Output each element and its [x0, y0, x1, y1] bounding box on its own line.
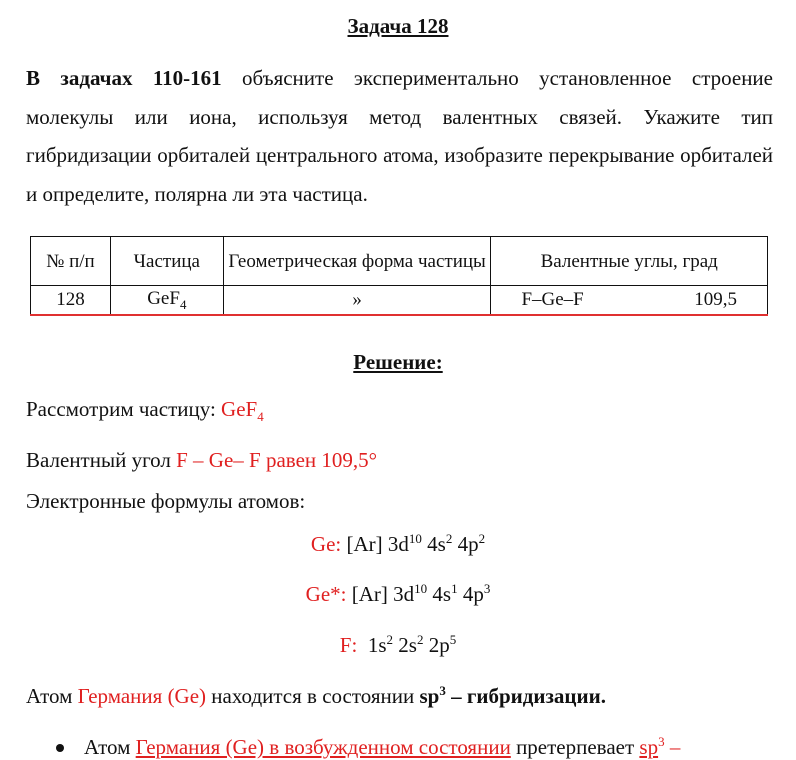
task-title: Задача 128 [347, 14, 449, 38]
angle-label: Валентный угол [26, 448, 177, 472]
particle-formula: GeF [147, 287, 180, 309]
consider-line [26, 397, 264, 425]
table-header-row [31, 237, 768, 286]
angle-value: 109,5 [694, 289, 737, 310]
task-description [26, 59, 773, 213]
red-underline [30, 314, 768, 316]
particle-subscript: 4 [179, 296, 187, 312]
bond-label: F–Ge–F [521, 289, 584, 310]
cell-num: 128 [31, 286, 111, 315]
table-row [31, 286, 768, 315]
task-table [30, 236, 768, 315]
electron-formulas-label: Электронные формулы атомов: [26, 489, 306, 513]
header-shape: Геометрическая форма частицы [223, 237, 491, 286]
header-particle: Частица [110, 237, 223, 286]
task-range: В задачах 110-161 [26, 66, 222, 90]
consider-formula: GeF$_4$ [221, 397, 264, 425]
header-num: № п/п [31, 237, 111, 286]
angle-line [26, 448, 377, 473]
cell-angles [491, 286, 768, 315]
ge-formula: Ge: [Ar] $3d^{10}$ $4s^2$ $4p^2$ [310, 531, 486, 556]
cell-particle [110, 286, 223, 315]
ge-excited-formula: Ge*: [Ar] $3d^{10}$ $4s^1$ $4p^3$ [305, 581, 491, 606]
solution-title: Решение: [353, 350, 443, 374]
consider-label: Рассмотрим частицу: [26, 397, 222, 421]
header-angles: Валентные углы, град [491, 237, 768, 286]
angle-text: F – Ge– F равен 109,5° [176, 448, 378, 472]
bullet-text: Атом Германия (Ge) в возбужденном состоянии претерпевает $sp^3$ – [84, 734, 681, 759]
hybridization-line: Атом Германия (Ge) находится в состоянии $sp^3$ – гибридизации. [26, 683, 606, 708]
task-text: объясните экспериментально установленное строение молекулы или иона, используя метод валентных связей. Укажите тип гибридизации орбиталей центрального атома, изобразите перекрывание орбиталей и определите, полярна ли эта частица. [26, 66, 773, 206]
f-formula: F: $1s^2$ $2s^2$ $2p^5$ [339, 632, 457, 657]
cell-shape: » [223, 286, 491, 315]
